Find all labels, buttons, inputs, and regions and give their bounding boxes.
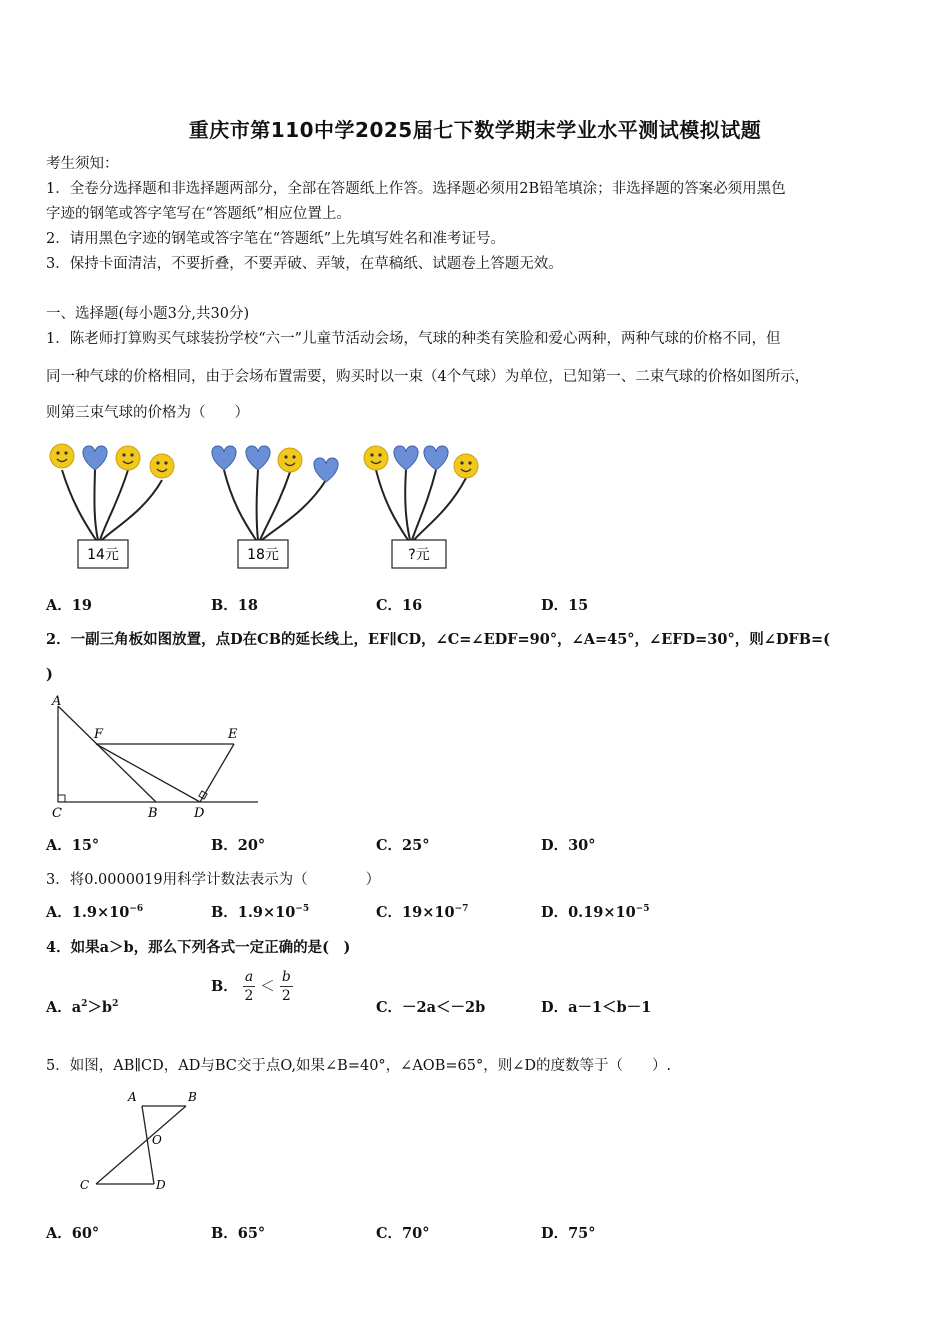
q4-b-den-1: 2	[244, 988, 254, 1004]
label-C: C	[52, 806, 62, 821]
balloon-bunch-2	[212, 446, 338, 568]
q3-b-exp: −5	[295, 904, 310, 915]
intersecting-lines-figure	[76, 1086, 216, 1198]
q5-option-a[interactable]: A．60°	[46, 1225, 100, 1242]
q1-line-1: 1．陈老师打算购买气球装扮学校“六一”儿童节活动会场，气球的种类有笑脸和爱心两种，两种气球的价格不同，但	[46, 331, 781, 347]
q4-a-letter: A．	[46, 999, 72, 1016]
price-label-1: 14元	[87, 547, 119, 563]
q4-option-a[interactable]	[46, 996, 118, 1017]
q2-option-d[interactable]: D．30°	[541, 837, 596, 854]
price-label-2: 18元	[247, 547, 279, 563]
q3-b-letter: B．	[211, 904, 238, 921]
q4-b-frac-2	[280, 968, 293, 1005]
q3-c-base: 19×10	[402, 904, 455, 921]
label-A: A	[128, 1090, 137, 1104]
q4-b-frac-1	[243, 968, 255, 1005]
notice-line-3: 3．保持卡面清洁，不要折叠，不要弄破、弄皱，在草稿纸、试题卷上答题无效。	[46, 256, 563, 272]
label-O: O	[152, 1133, 162, 1147]
q4-a-mid: ＞b	[87, 999, 113, 1016]
section-heading: 一、选择题(每小题3分,共30分)	[46, 306, 250, 322]
notice-heading: 考生须知：	[46, 156, 119, 172]
q1-option-c[interactable]: C．16	[376, 597, 423, 614]
q3-c-exp: −7	[454, 904, 469, 915]
q1-line-2: 同一种气球的价格相同，由于会场布置需要，购买时以一束（4个气球）为单位，已知第一、二束气球的价格如图所示，	[46, 369, 810, 385]
q2-option-a[interactable]: A．15°	[46, 837, 100, 854]
q3-option-a[interactable]	[46, 901, 143, 922]
price-label-3: ?元	[408, 547, 430, 563]
q2-line-2: )	[46, 666, 53, 683]
notice-line-1b: 字迹的钢笔或答字笔写在“答题纸”相应位置上。	[46, 206, 351, 222]
q2-option-c[interactable]: C．25°	[376, 837, 430, 854]
q4-a-exp1: 2	[81, 999, 88, 1010]
label-D: D	[194, 806, 205, 821]
q4-b-letter: B．	[211, 977, 238, 995]
q3-a-letter: A．	[46, 904, 72, 921]
q3-a-base: 1.9×10	[71, 904, 130, 921]
q1-option-b[interactable]: B．18	[211, 597, 258, 614]
q5-option-c[interactable]: C．70°	[376, 1225, 430, 1242]
q3-b-base: 1.9×10	[237, 904, 296, 921]
q4-option-d[interactable]: D．a－1＜b－1	[541, 999, 652, 1016]
triangle-figure	[44, 692, 264, 822]
label-A: A	[52, 694, 62, 709]
q3-a-exp: −6	[129, 904, 144, 915]
q4-b-num-1: a	[244, 969, 254, 985]
label-F: F	[94, 727, 104, 742]
q3-text: 3．将0.0000019用科学计数法表示为（ ）	[46, 872, 381, 888]
q4-option-c[interactable]: C．－2a＜－2b	[376, 999, 486, 1016]
q4-a-exp2: 2	[112, 999, 119, 1010]
q5-text: 5．如图，AB∥CD，AD与BC交于点O,如果∠B=40°，∠AOB=65°，则∠D的度数等于（ ）.	[46, 1058, 672, 1074]
q5-option-b[interactable]: B．65°	[211, 1225, 266, 1242]
balloon-bunch-3	[364, 446, 478, 568]
label-E: E	[228, 727, 238, 742]
q1-option-d[interactable]: D．15	[541, 597, 589, 614]
page-title: 重庆市第110中学2025届七下数学期末学业水平测试模拟试题	[188, 118, 762, 142]
q3-d-letter: D．	[541, 904, 569, 921]
balloon-figure	[44, 432, 484, 577]
q4-b-op: ＜	[260, 978, 275, 995]
notice-line-1a: 1．全卷分选择题和非选择题两部分，全部在答题纸上作答。选择题必须用2B铅笔填涂；非选择题的答案必须用黑色	[46, 181, 786, 197]
q2-line-1: 2．一副三角板如图放置，点D在CB的延长线上，EF∥CD，∠C=∠EDF=90°，∠A=45°，∠EFD=30°，则∠DFB=(	[46, 631, 830, 648]
q1-line-3: 则第三束气球的价格为（ ）	[46, 405, 249, 421]
balloon-bunch-1	[50, 444, 174, 568]
label-D: D	[156, 1178, 166, 1192]
q4-b-num-2: b	[281, 969, 291, 985]
q1-option-a[interactable]: A．19	[46, 597, 92, 614]
q3-option-c[interactable]	[376, 901, 468, 922]
q4-option-b[interactable]	[211, 968, 293, 1005]
q4-b-den-2: 2	[281, 988, 291, 1004]
q4-text: 4．如果a＞b，那么下列各式一定正确的是( )	[46, 939, 351, 956]
q2-option-b[interactable]: B．20°	[211, 837, 266, 854]
q5-option-d[interactable]: D．75°	[541, 1225, 596, 1242]
q4-a-left: a	[71, 999, 82, 1016]
q3-option-d[interactable]	[541, 901, 650, 922]
label-B: B	[148, 806, 158, 821]
label-C: C	[80, 1178, 90, 1192]
notice-line-2: 2．请用黑色字迹的钢笔或答字笔在“答题纸”上先填写姓名和准考证号。	[46, 231, 506, 247]
q3-d-base: 0.19×10	[568, 904, 636, 921]
label-B: B	[188, 1090, 197, 1104]
q3-option-b[interactable]	[211, 901, 309, 922]
q3-c-letter: C．	[376, 904, 403, 921]
q3-d-exp: −5	[635, 904, 650, 915]
